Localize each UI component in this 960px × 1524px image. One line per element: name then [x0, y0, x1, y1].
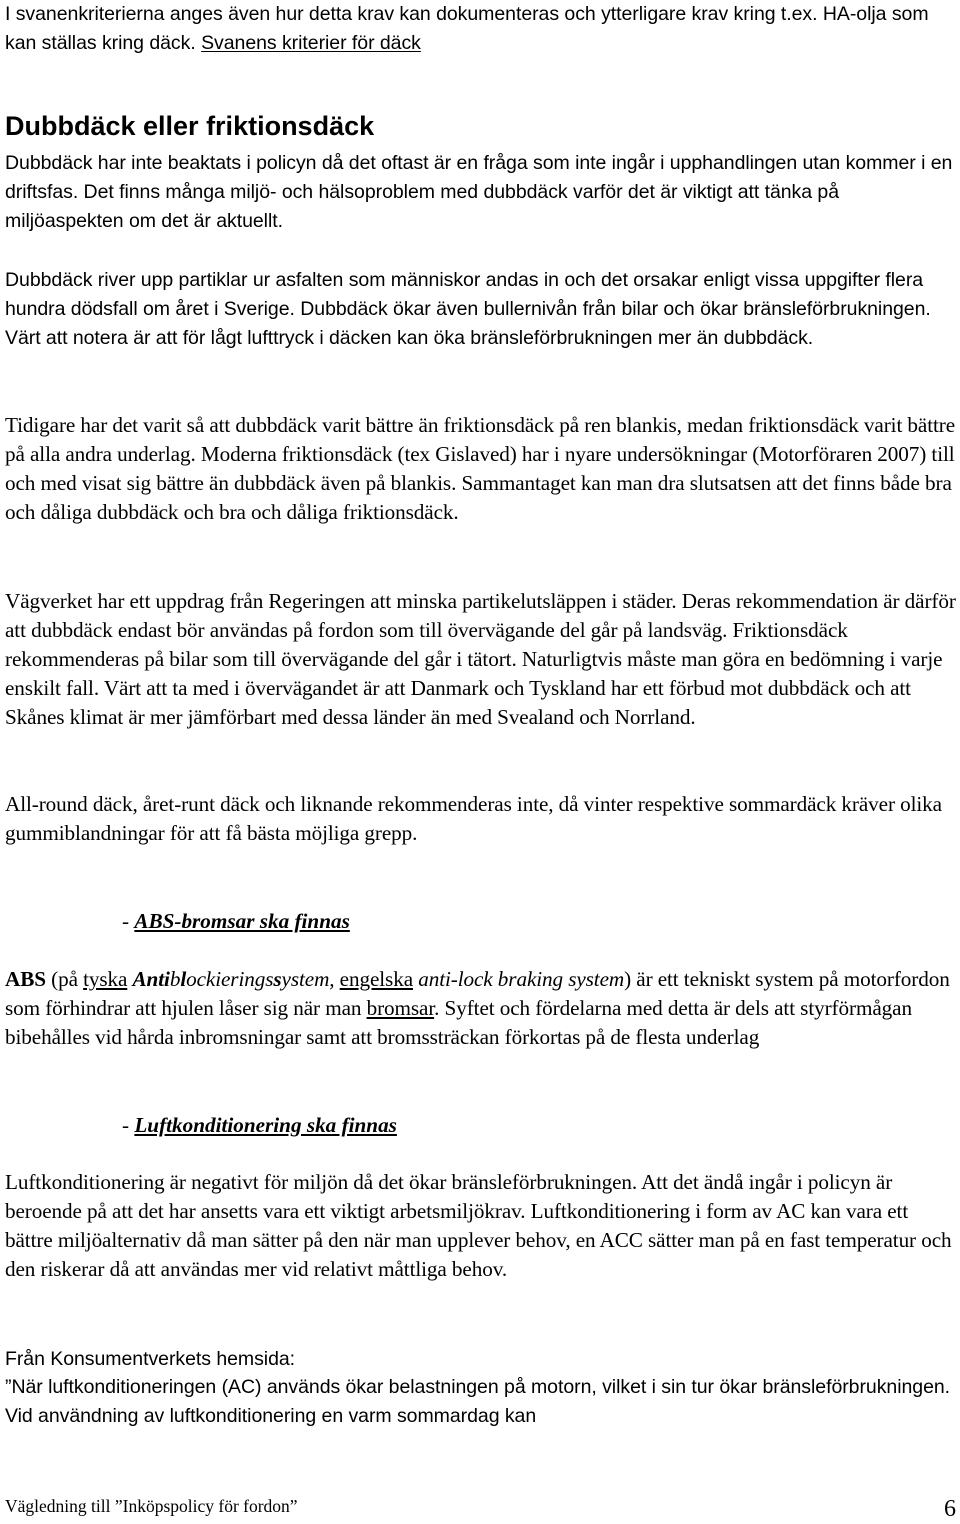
abs-anti: b [169, 967, 181, 991]
abs-bullet-heading [122, 907, 350, 936]
abs-system: ystem, [281, 967, 340, 991]
abs-english-term: anti-lock braking system [418, 967, 625, 991]
abs-heading: ABS-bromsar ska finnas [134, 909, 350, 933]
abs-anti-bold: Anti [132, 967, 170, 991]
abs-text-open: (på [45, 967, 84, 991]
ac-bullet-heading [122, 1111, 397, 1140]
paragraph-abs [5, 965, 960, 1052]
paragraph-friction-comparison: Tidigare har det varit så att dubbdäck varit bättre än friktionsdäck på ren blankis, medan friktionsdäck varit bättre på alla andra underlag. Moderna friktionsdäck (tex Gislaved) har i nyare undersökningar (Motorföraren 2007) till och med visat sig bättre än dubbdäck även på blankis. Sammantaget kan man dra slutsatsen att det finns både bra och dåliga dubbdäck och bra och dåliga friktionsdäck. [5, 413, 956, 524]
svanen-criteria-link[interactable]: Svanens kriterier för däck [201, 32, 421, 54]
brakes-link[interactable]: bromsar [366, 996, 435, 1020]
english-link[interactable]: engelska [339, 967, 413, 991]
abs-abbreviation: ABS [5, 967, 46, 991]
quote-text: ”När luftkonditioneringen (AC) används ökar belastningen på motorn, vilket i sin tur ökar bränsleförbrukningen. Vid användning av luftkonditionering en varm sommardag kan [5, 1376, 951, 1427]
paragraph-studded-health: Dubbdäck river upp partiklar ur asfalten som människor andas in och det orsakar enligt vissa uppgifter flera hundra dödsfall om året i Sverige. Dubbdäck ökar även bullernivån från bilar och ökar bränsleförbrukningen. Värt att notera är att för lågt lufttryck i däcken kan öka bränsleförbrukningen mer än dubbdäck. [5, 269, 931, 349]
page-number: 6 [944, 1496, 956, 1522]
abs-lock-bold: l [180, 967, 187, 991]
german-link[interactable]: tyska [83, 967, 128, 991]
footer-title: Vägledning till ”Inköpspolicy för fordon” [5, 1496, 298, 1516]
abs-body-2: . Syftet och fördelarna med detta är dels att styrförmågan bibehålles vid hårda inbromsningar samt att bromssträckan förkortas på de flesta underlag [5, 996, 912, 1049]
abs-bullet-dash: - [122, 909, 135, 933]
intro-text: I svanenkriterierna anges även hur detta krav kan dokumenteras och ytterligare krav kring t.ex. HA-olja som kan ställas kring däck. [5, 3, 929, 54]
intro-paragraph [5, 0, 960, 58]
ac-bullet-dash: - [122, 1113, 135, 1137]
abs-lock: ockierings [186, 967, 274, 991]
paragraph-all-round: All-round däck, året-runt däck och liknande rekommenderas inte, då vinter respektive sommardäck kräver olika gummiblandningar för att få bästa möjliga grepp. [5, 792, 942, 845]
paragraph-vagverket: Vägverket har ett uppdrag från Regeringen att minska partikelutsläppen i städer. Deras rekommendation är därför att dubbdäck endast bör användas på fordon som till övervägande del går på landsväg. Friktionsdäck rekommenderas på bilar som till övervägande del går i tätort. Naturligtvis måste man göra en bedömning i varje enskilt fall. Värt att ta med i övervägandet är att Danmark och Tyskland har ett förbud mot dubbdäck och att Skånes klimat är mer jämförbart med dessa länder än med Svealand och Norrland. [5, 589, 956, 729]
paragraph-studded-policy: Dubbdäck har inte beaktats i policyn då det oftast är en fråga som inte ingår i upphandlingen utan kommer i en driftsfas. Det finns många miljö- och hälsoproblem med dubbdäck varför det är viktigt att tänka på miljöaspekten om det är aktuellt. [5, 152, 953, 232]
section-heading-studded-tires: Dubbdäck eller friktionsdäck [5, 111, 375, 141]
ac-heading: Luftkonditionering ska finnas [134, 1113, 397, 1137]
abs-body-1: ) är ett tekniskt system på motorfordon som förhindrar att hjulen låser sig när man [5, 967, 950, 1020]
quote-source: Från Konsumentverkets hemsida: [5, 1348, 296, 1370]
abs-system-bold: s [273, 967, 282, 991]
paragraph-air-conditioning: Luftkonditionering är negativt för miljön då det ökar bränsleförbrukningen. Att det ändå ingår i policyn är beroende på att det har ansetts vara ett viktigt arbetsmiljökrav. Luftkonditionering i form av AC kan vara ett bättre miljöalternativ då man sätter på den när man upplever behov, en ACC sätter man på en fast temperatur och den riskerar då att användas mer vid relativt måttliga behov. [5, 1170, 952, 1281]
